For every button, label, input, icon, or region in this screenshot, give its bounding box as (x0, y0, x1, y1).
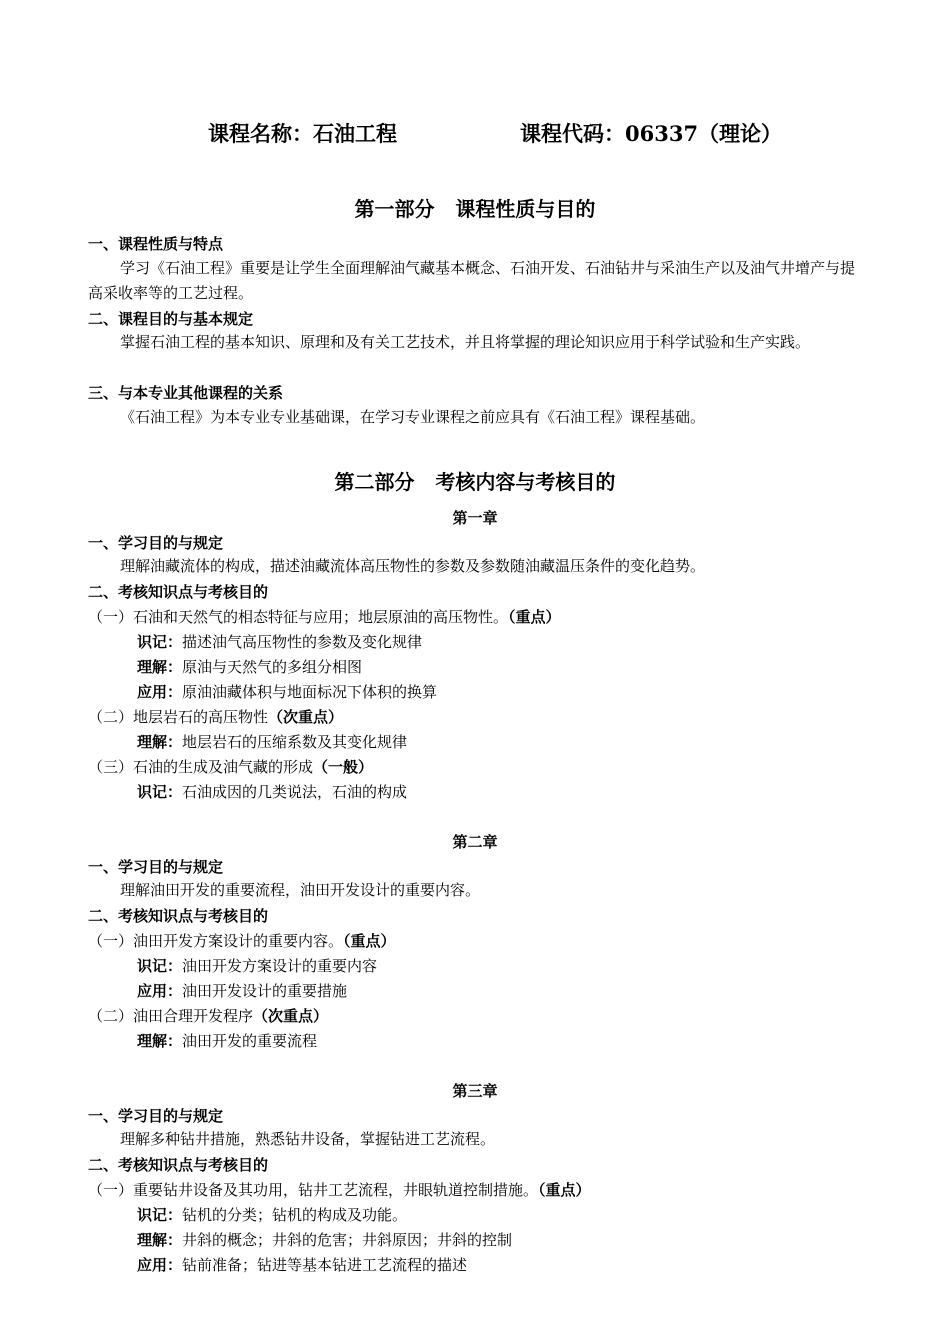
goal-heading: 一、学习目的与规定 (88, 858, 224, 876)
item-text: （一）石油和天然气的相态特征与应用；地层原油的高压物性。 (88, 608, 509, 626)
priority-tag: （次重点） (268, 708, 344, 726)
item-text: （二）油田合理开发程序 (88, 1007, 254, 1025)
sub-value: 油田开发方案设计的重要内容 (182, 957, 378, 975)
knowledge-item (88, 606, 561, 627)
sub-value: 石油成因的几类说法，石油的构成 (182, 783, 408, 801)
section-text: 掌握石油工程的基本知识、原理和及有关工艺技术，并且将掌握的理论知识应用于科学试验和生产实践。 (120, 333, 811, 351)
item-text: （二）地层岩石的高压物性 (88, 708, 269, 726)
sub-item (137, 656, 362, 677)
sub-key: 理解： (137, 733, 183, 751)
course-name: 课程名称：石油工程 (208, 121, 397, 146)
sub-value: 油田开发的重要流程 (182, 1032, 318, 1050)
priority-tag: （次重点） (253, 1007, 329, 1025)
sub-value: 油田开发设计的重要措施 (182, 982, 348, 1000)
sub-value: 钻机的分类；钻机的构成及功能。 (182, 1206, 408, 1224)
sub-item (137, 1229, 512, 1250)
goal-heading: 一、学习目的与规定 (88, 534, 224, 552)
sub-key: 识记： (137, 957, 183, 975)
sub-value: 原油油藏体积与地面标况下体积的换算 (182, 683, 438, 701)
sub-value: 地层岩石的压缩系数及其变化规律 (182, 733, 408, 751)
section-heading: 三、与本专业其他课程的关系 (88, 384, 284, 402)
points-heading: 二、考核知识点与考核目的 (88, 907, 269, 925)
section-text: 《石油工程》为本专业专业基础课，在学习专业课程之前应具有《石油工程》课程基础。 (120, 408, 706, 426)
priority-tag: （重点） (343, 932, 396, 950)
knowledge-item (88, 706, 343, 727)
sub-item (137, 1204, 407, 1225)
part1-title: 第一部分 课程性质与目的 (354, 197, 596, 221)
goal-text: 理解油藏流体的构成，描述油藏流体高压物性的参数及参数随油藏温压条件的变化趋势。 (120, 557, 706, 575)
points-heading: 二、考核知识点与考核目的 (88, 583, 269, 601)
part2-title: 第二部分 考核内容与考核目的 (334, 470, 616, 494)
sub-item (137, 631, 422, 652)
sub-item (137, 1030, 317, 1051)
sub-key: 理解： (137, 1231, 183, 1249)
sub-item (137, 980, 347, 1001)
course-code: 课程代码：06337（理论） (520, 121, 783, 146)
sub-value: 井斜的概念；井斜的危害；井斜原因；井斜的控制 (182, 1231, 513, 1249)
chapter-title: 第二章 (452, 833, 498, 851)
sub-item (137, 731, 407, 752)
goal-heading: 一、学习目的与规定 (88, 1107, 224, 1125)
points-heading: 二、考核知识点与考核目的 (88, 1156, 269, 1174)
sub-key: 理解： (137, 658, 183, 676)
sub-value: 描述油气高压物性的参数及变化规律 (182, 633, 423, 651)
sub-item (137, 1254, 467, 1275)
priority-tag: （重点） (538, 1181, 591, 1199)
item-text: （一）油田开发方案设计的重要内容。 (88, 932, 344, 950)
sub-key: 应用： (137, 683, 183, 701)
knowledge-item (88, 1005, 328, 1026)
priority-tag: （重点） (508, 608, 561, 626)
sub-key: 识记： (137, 783, 183, 801)
sub-value: 原油与天然气的多组分相图 (182, 658, 363, 676)
knowledge-item (88, 756, 373, 777)
sub-item (137, 955, 377, 976)
item-text: （一）重要钻井设备及其功用，钻井工艺流程，井眼轨道控制措施。 (88, 1181, 539, 1199)
sub-item (137, 681, 437, 702)
sub-key: 识记： (137, 1206, 183, 1224)
section-heading: 二、课程目的与基本规定 (88, 310, 254, 328)
chapter-title: 第一章 (452, 509, 498, 527)
sub-key: 应用： (137, 1256, 183, 1274)
section-heading: 一、课程性质与特点 (88, 235, 224, 253)
knowledge-item (88, 1179, 591, 1200)
item-text: （三）石油的生成及油气藏的形成 (88, 758, 314, 776)
goal-text: 理解多种钻井措施，熟悉钻井设备，掌握钻进工艺流程。 (120, 1130, 496, 1148)
sub-key: 应用： (137, 982, 183, 1000)
knowledge-item (88, 930, 396, 951)
sub-value: 钻前准备；钻进等基本钻进工艺流程的描述 (182, 1256, 468, 1274)
sub-key: 理解： (137, 1032, 183, 1050)
sub-key: 识记： (137, 633, 183, 651)
chapter-title: 第三章 (452, 1082, 498, 1100)
section-text: 学习《石油工程》重要是让学生全面理解油气藏基本概念、石油开发、石油钻井与采油生产以及油气井增产与提高采收率等的工艺过程。 (88, 259, 856, 302)
goal-text: 理解油田开发的重要流程，油田开发设计的重要内容。 (120, 881, 481, 899)
sub-item (137, 781, 407, 802)
priority-tag: （一般） (313, 758, 374, 776)
